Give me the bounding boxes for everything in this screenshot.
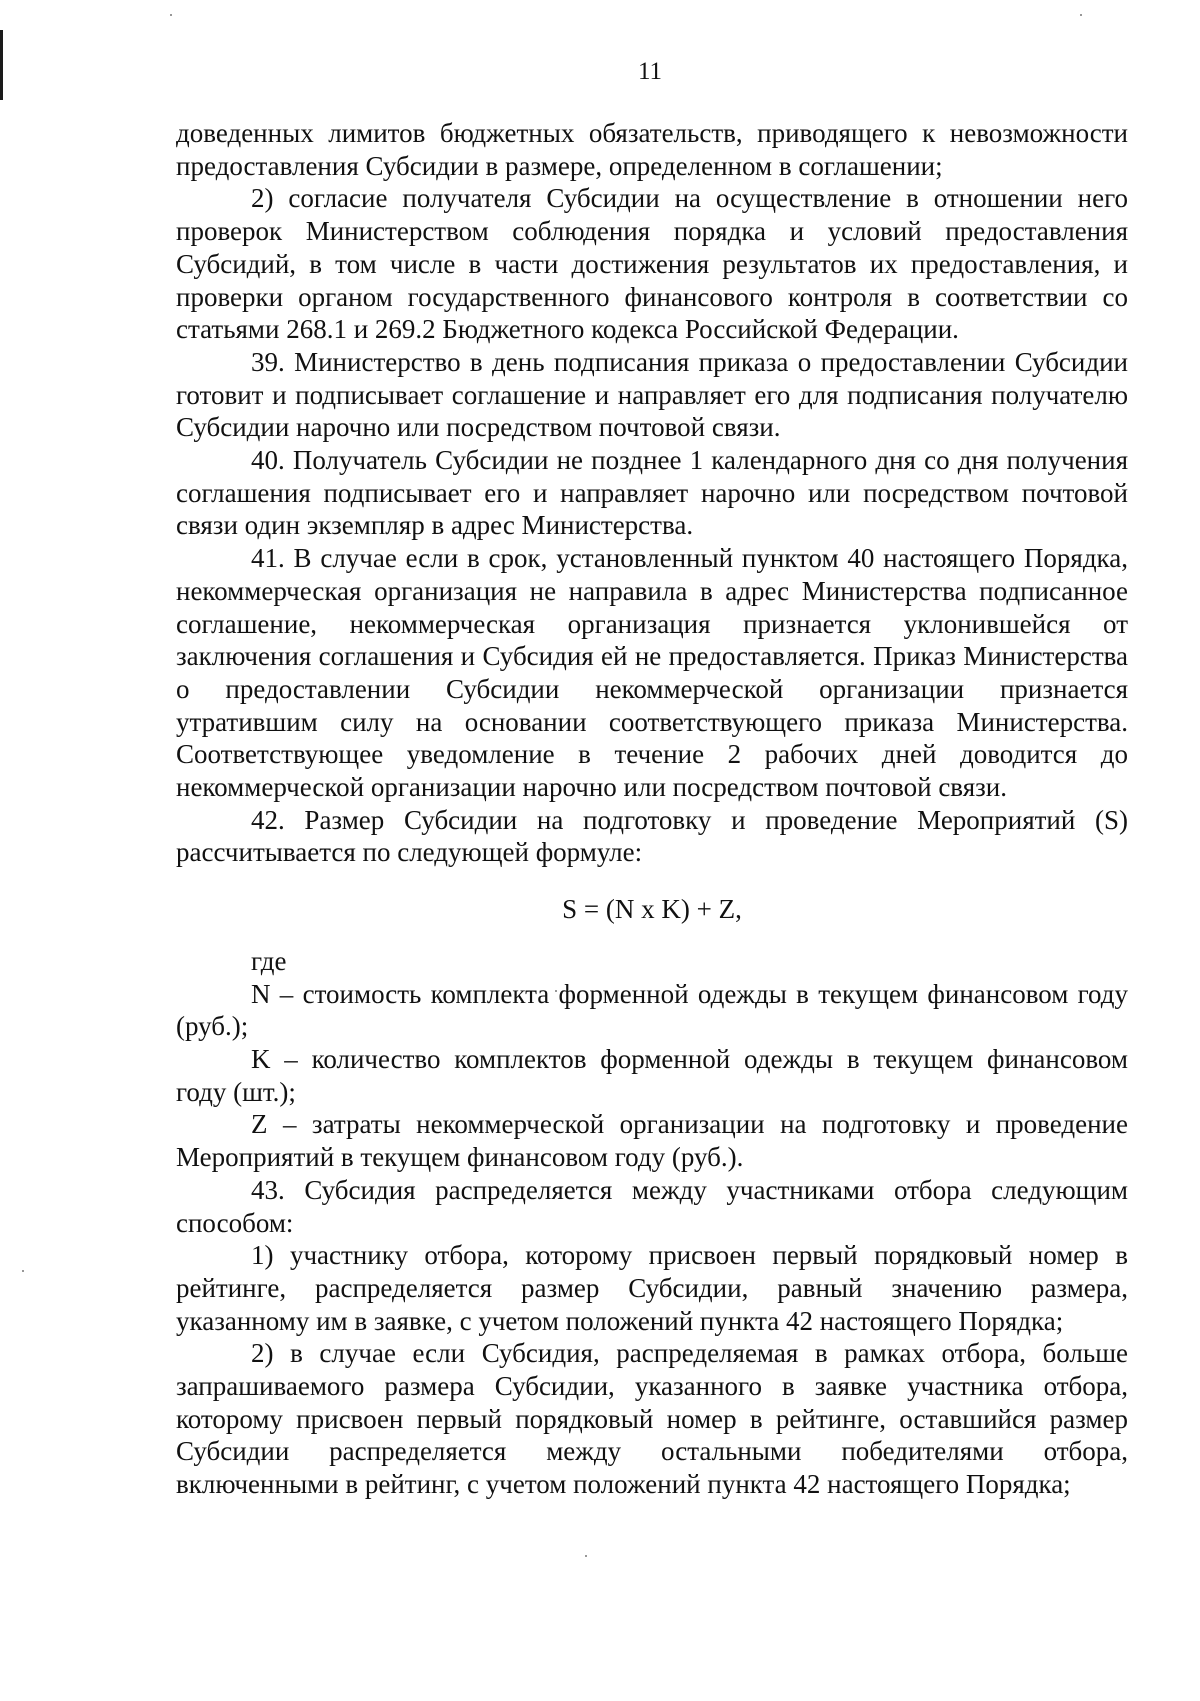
paragraph-item-43-2: 2) в случае если Субсидия, распределяемая в рамках отбора, больше запрашиваемого размера Субсидии, указанного в заявке участника отбора, которому присвоен первый порядковый номер в рейтинге, оставшийся размер Субсидии распределяется между остальными победителями отбора, включенными в рейтинг, с учетом положений пункта 42 настоящего Порядка; (176, 1338, 1128, 1500)
paragraph-item-39: 39. Министерство в день подписания приказа о предоставлении Субсидии готовит и подписывает соглашение и направляет его для подписания получателю Субсидии нарочно или посредством почтовой связи. (176, 346, 1128, 443)
paragraph-item-40: 40. Получатель Субсидии не позднее 1 календарного дня со дня получения соглашения подписывает его и направляет нарочно или посредством почтовой связи один экземпляр в адрес Министерства. (176, 445, 1128, 541)
paragraph-item-41: 41. В случае если в срок, установленный пунктом 40 настоящего Порядка, некоммерческая организация не направила в адрес Министерства подписанное соглашение, некоммерческая организация признается уклонившейся от заключения соглашения и Субсидия ей не предоставляется. Приказ Министерства о предоставлении Субсидии некоммерческой организации признается утратившим силу на основании соответствующего приказа Министерства. Соответствующее уведомление в течение 2 рабочих дней доводится до некоммерческой организации нарочно или посредством почтовой связи. (176, 543, 1128, 803)
scan-speck (170, 14, 172, 16)
paragraph-item-43-1: 1) участнику отбора, которому присвоен первый порядковый номер в рейтинге, распределяется размер Субсидии, равный значению размера, указанному им в заявке, с учетом положений пункта 42 настоящего Порядка; (176, 1240, 1128, 1336)
paragraph-item-43: 43. Субсидия распределяется между участниками отбора следующим способом: (176, 1174, 1128, 1238)
body-text (176, 117, 1128, 1501)
paragraph-definition-k: K – количество комплектов форменной одежды в текущем финансовом году (шт.); (176, 1043, 1128, 1107)
paragraph-where: где (251, 945, 287, 976)
paragraph-definition-z: Z – затраты некоммерческой организации на подготовку и проведение Мероприятий в текущем финансовом году (руб.). (176, 1109, 1128, 1173)
scan-speck (22, 1270, 24, 1272)
subsidy-formula: S = (N x K) + Z, (562, 894, 742, 925)
scan-speck (1080, 14, 1082, 16)
paragraph-limits-continuation: доведенных лимитов бюджетных обязательств, приводящего к невозможности предоставления Субсидии в размере, определенном в соглашении; (176, 118, 1128, 181)
scan-speck (585, 1555, 587, 1557)
paragraph-definition-n: N – стоимость комплекта форменной одежды в текущем финансовом году (руб.); (176, 978, 1128, 1042)
paragraph-item-42: 42. Размер Субсидии на подготовку и проведение Мероприятий (S) рассчитывается по следующей формуле: (176, 804, 1128, 868)
page-number: 11 (637, 58, 663, 85)
paragraph-consent-inspections: 2) согласие получателя Субсидии на осуществление в отношении него проверок Министерством соблюдения порядка и условий предоставления Субсидий, в том числе в части достижения результатов их предоставления, и проверки органом государственного финансового контроля в соответствии со статьями 268.1 и 269.2 Бюджетного кодекса Российской Федерации. (176, 183, 1128, 345)
